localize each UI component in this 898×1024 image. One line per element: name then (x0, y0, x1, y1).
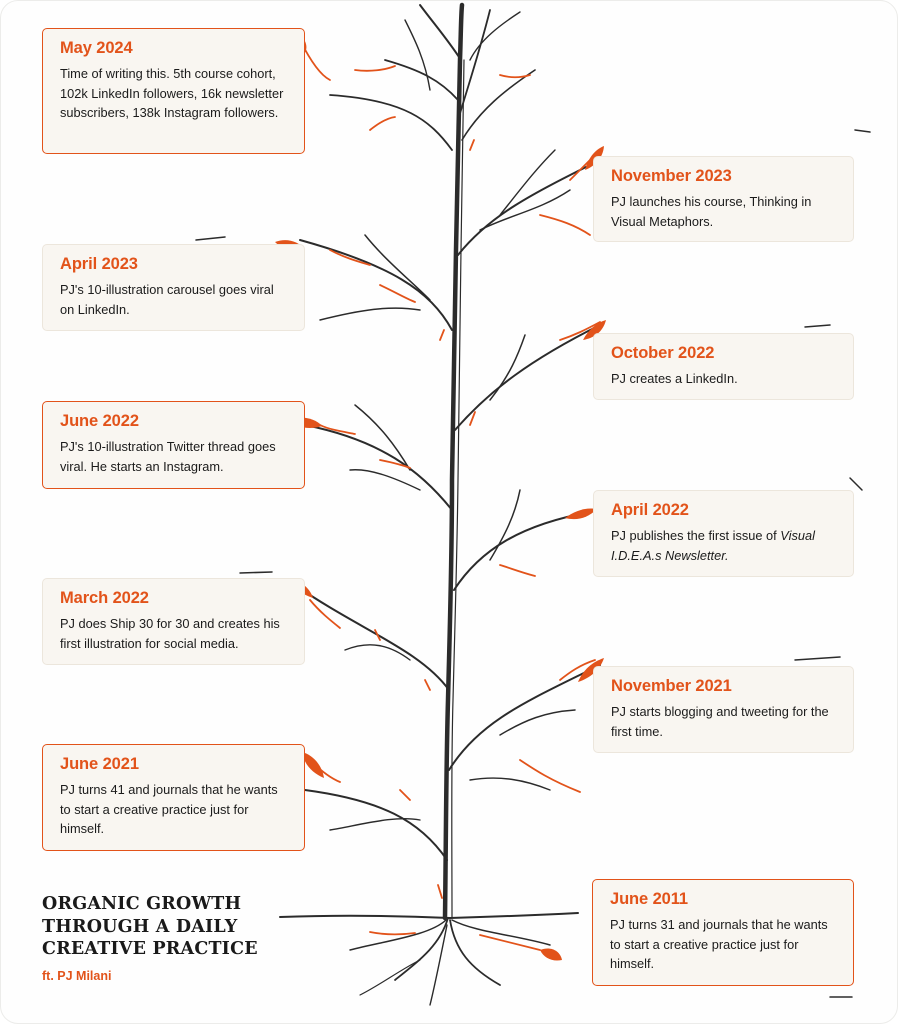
milestone-card-jun-2021 (42, 744, 305, 851)
milestone-card-jun-2022 (42, 401, 305, 489)
milestone-text-prefix: PJ publishes the first issue of (611, 528, 781, 543)
milestone-text: PJ turns 41 and journals that he wants to start a creative practice just for himself. (60, 782, 278, 836)
title-line: THROUGH A DAILY (42, 916, 238, 937)
title-line: ORGANIC GROWTH (42, 894, 242, 914)
poster-title (42, 893, 258, 961)
milestone-date: June 2021 (60, 755, 139, 773)
milestone-date: March 2022 (60, 589, 149, 607)
milestone-card-apr-2022 (593, 490, 854, 577)
milestone-text: Time of writing this. 5th course cohort, 102k LinkedIn followers, 16k newsletter subscribers, 138k Instagram followers. (60, 66, 284, 120)
milestone-card-mar-2022 (42, 578, 305, 665)
milestone-text: PJ launches his course, Thinking in Visual Metaphors. (611, 194, 812, 229)
milestone-card-apr-2023 (42, 244, 305, 331)
milestone-date: June 2011 (610, 890, 688, 908)
milestone-date: November 2021 (611, 677, 732, 695)
milestone-card-oct-2022 (593, 333, 854, 400)
milestone-date: April 2022 (611, 501, 689, 519)
milestone-card-nov-2023 (593, 156, 854, 242)
title-line: CREATIVE PRACTICE (42, 939, 258, 959)
milestone-card-may-2024 (42, 28, 305, 154)
milestone-date: April 2023 (60, 255, 138, 273)
milestone-card-nov-2021 (593, 666, 854, 753)
poster-subtitle: ft. PJ Milani (42, 969, 112, 983)
milestone-text: PJ does Ship 30 for 30 and creates his first illustration for social media. (60, 616, 280, 651)
milestone-date: October 2022 (611, 344, 715, 362)
newsletter-name: Visual I.D.E.A.s Newsletter. (611, 528, 815, 563)
milestone-text: PJ's 10-illustration Twitter thread goes viral. He starts an Instagram. (60, 439, 276, 474)
milestone-card-jun-2011 (592, 879, 854, 986)
milestone-date: November 2023 (611, 167, 732, 185)
milestone-text: PJ's 10-illustration carousel goes viral on LinkedIn. (60, 282, 274, 317)
milestone-text: PJ creates a LinkedIn. (611, 371, 738, 386)
milestone-text: PJ turns 31 and journals that he wants to start a creative practice just for himself. (610, 917, 828, 971)
milestone-date: June 2022 (60, 412, 139, 430)
milestone-text (611, 526, 837, 565)
milestone-text: PJ starts blogging and tweeting for the first time. (611, 704, 829, 739)
milestone-date: May 2024 (60, 39, 133, 57)
